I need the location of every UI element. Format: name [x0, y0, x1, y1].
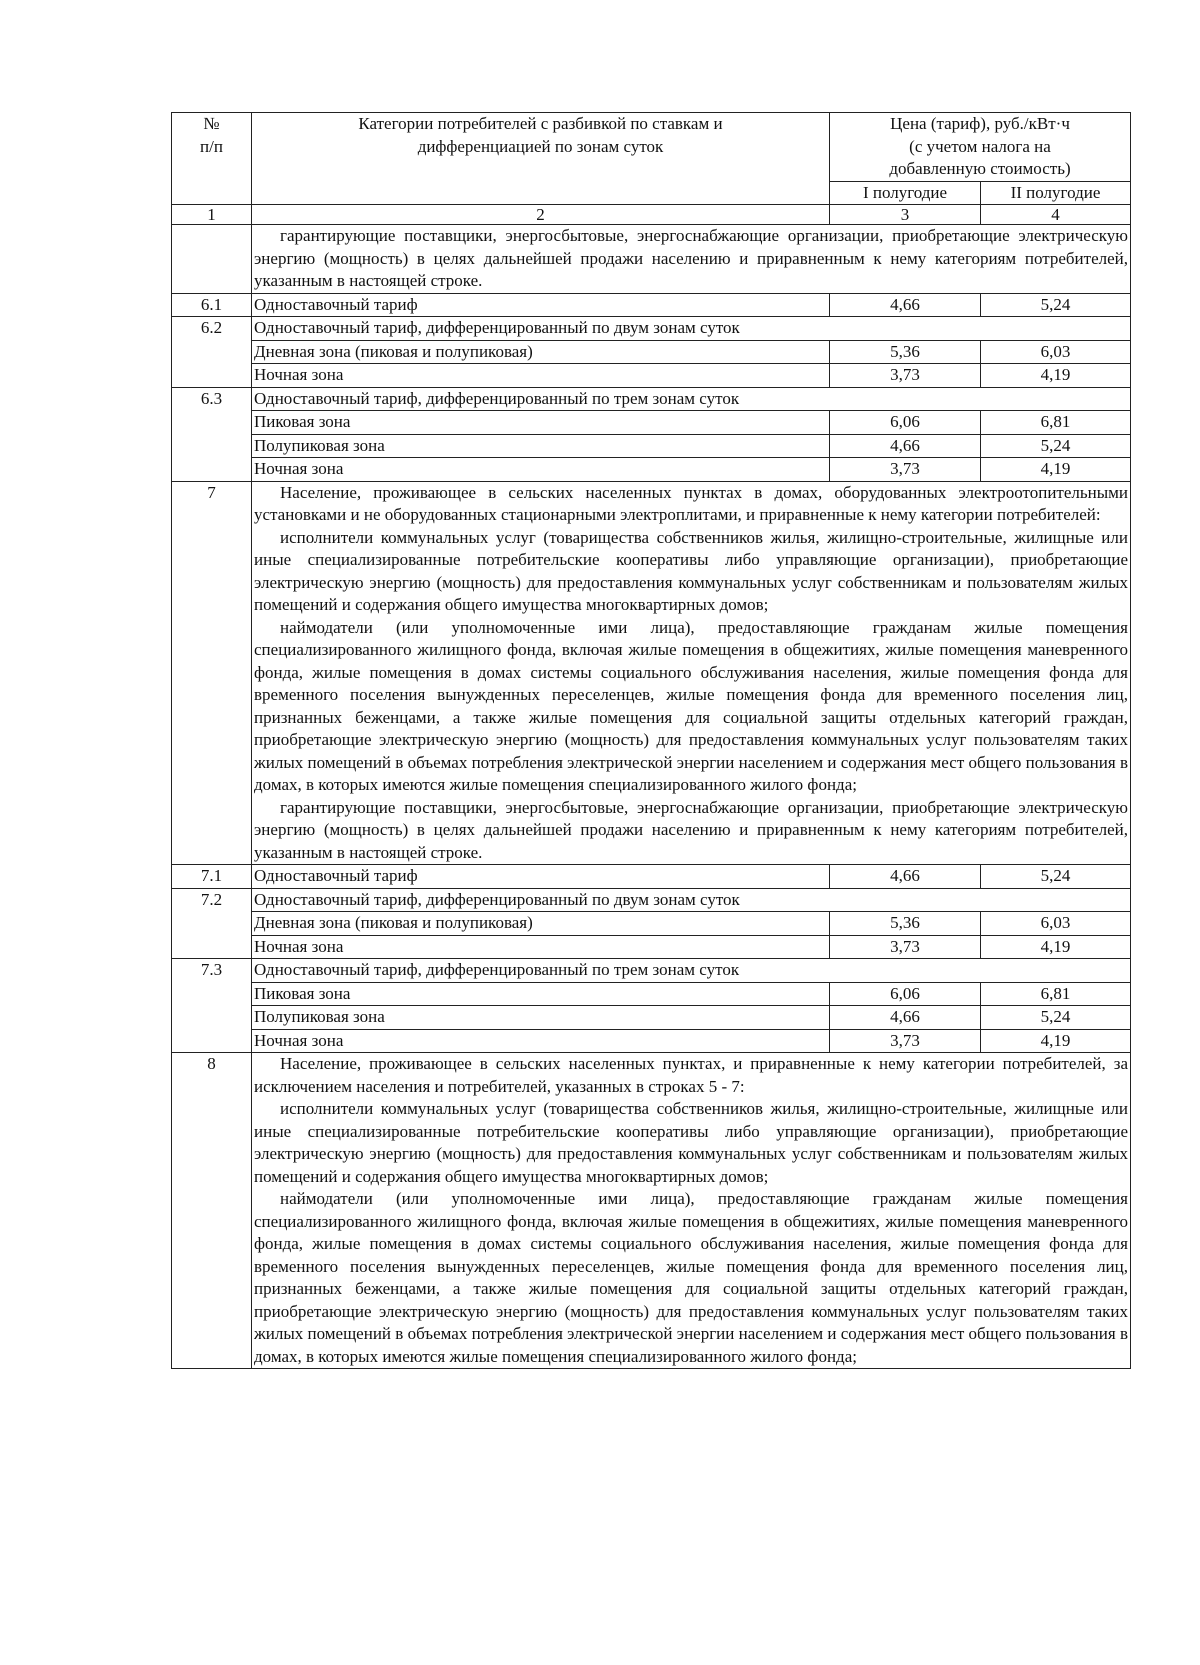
- row-name: Полупиковая зона: [252, 1006, 830, 1030]
- row-name: Одноставочный тариф: [252, 293, 830, 317]
- row-name: Одноставочный тариф, дифференцированный по двум зонам суток: [252, 317, 1131, 341]
- row-name: Одноставочный тариф, дифференцированный по двум зонам суток: [252, 888, 1131, 912]
- table-row: [172, 364, 1131, 388]
- row-number: 6.1: [172, 293, 252, 317]
- row-number: 7: [172, 481, 252, 865]
- table-row: [172, 317, 1131, 341]
- header-half2: II полугодие: [981, 181, 1131, 205]
- row-name: Одноставочный тариф, дифференцированный по трем зонам суток: [252, 959, 1131, 983]
- value-half2: 5,24: [981, 865, 1131, 889]
- header-half1: I полугодие: [830, 181, 981, 205]
- table-row: [172, 912, 1131, 936]
- row-name: Пиковая зона: [252, 411, 830, 435]
- col-number-1: 1: [172, 205, 252, 225]
- table-row: [172, 1006, 1131, 1030]
- header-category: Категории потребителей с разбивкой по ставкам и дифференциацией по зонам суток: [252, 113, 830, 205]
- value-half2: 6,81: [981, 411, 1131, 435]
- row-name: Дневная зона (пиковая и полупиковая): [252, 912, 830, 936]
- table-row: [172, 293, 1131, 317]
- value-half1: 6,06: [830, 982, 981, 1006]
- category-row-8: [172, 1053, 1131, 1369]
- row-number: 7.3: [172, 959, 252, 1053]
- header-row: [172, 113, 1131, 182]
- table-row: [172, 982, 1131, 1006]
- table-row: [172, 411, 1131, 435]
- row-name: Полупиковая зона: [252, 434, 830, 458]
- value-half2: 5,24: [981, 434, 1131, 458]
- row-name: Ночная зона: [252, 935, 830, 959]
- row-name: Пиковая зона: [252, 982, 830, 1006]
- value-half1: 3,73: [830, 1029, 981, 1053]
- table-row: [172, 458, 1131, 482]
- row-number: 7.2: [172, 888, 252, 959]
- value-half1: 4,66: [830, 865, 981, 889]
- col-number-4: 4: [981, 205, 1131, 225]
- value-half2: 4,19: [981, 458, 1131, 482]
- value-half2: 5,24: [981, 293, 1131, 317]
- value-half1: 3,73: [830, 364, 981, 388]
- value-half1: 4,66: [830, 1006, 981, 1030]
- value-half1: 3,73: [830, 458, 981, 482]
- table-row: [172, 387, 1131, 411]
- value-half1: 4,66: [830, 293, 981, 317]
- table-row: [172, 865, 1131, 889]
- table-row: [172, 340, 1131, 364]
- intro-row: [172, 225, 1131, 294]
- row-number: 8: [172, 1053, 252, 1369]
- row-name: Одноставочный тариф: [252, 865, 830, 889]
- row-number: 7.1: [172, 865, 252, 889]
- value-half1: 5,36: [830, 912, 981, 936]
- row-name: Ночная зона: [252, 364, 830, 388]
- table-row: [172, 888, 1131, 912]
- table-row: [172, 935, 1131, 959]
- header-price: Цена (тариф), руб./кВт·ч (с учетом налога на добавленную стоимость): [830, 113, 1131, 182]
- intro-paragraph: гарантирующие поставщики, энергосбытовые, энергоснабжающие организации, приобретающие электрическую энергию (мощность) в целях дальнейшей продажи населению и приравненным к нему категориям потребителей, указанным в настоящей строке.: [252, 225, 1131, 294]
- value-half1: 4,66: [830, 434, 981, 458]
- row-number: 6.3: [172, 387, 252, 481]
- row-name: Дневная зона (пиковая и полупиковая): [252, 340, 830, 364]
- category-description: Население, проживающее в сельских населенных пунктах в домах, оборудованных электроотопительными установками и не оборудованных стационарными электроплитами, и приравненные к нему категории потребителей: исполнители коммунальных услуг (товарищества собственников жилья, жилищно-строительные, жилищные или иные специализированные потребительские кооперативы либо управляющие организации), приобретающие электрическую энергию (мощность) для предоставления коммунальных услуг собственникам и пользователям жилых помещений и содержания общего имущества многоквартирных домов; наймодатели (или уполномоченные ими лица), предоставляющие гражданам жилые помещения специализированного жилищного фонда, включая жилые помещения в общежитиях, жилые помещения маневренного фонда, жилые помещения в домах системы социального обслуживания населения, жилые помещения фонда для временного поселения вынужденных переселенцев, жилые помещения фонда для временного поселения лиц, признанных беженцами, а также жилые помещения для социальной защиты отдельных категорий граждан, приобретающие электрическую энергию (мощность) для предоставления коммунальных услуг пользователям таких жилых помещений в объемах потребления электрической энергии населением и содержания мест общего пользования в домах, в которых имеются жилые помещения специализированного жилого фонда; гарантирующие поставщики, энергосбытовые, энергоснабжающие организации, приобретающие электрическую энергию (мощность) в целях дальнейшей продажи населению и приравненным к нему категориям потребителей, указанным в настоящей строке.: [252, 481, 1131, 865]
- table-row: [172, 434, 1131, 458]
- value-half2: 4,19: [981, 1029, 1131, 1053]
- col-number-2: 2: [252, 205, 830, 225]
- row-number: 6.2: [172, 317, 252, 388]
- row-name: Ночная зона: [252, 458, 830, 482]
- value-half2: 6,03: [981, 340, 1131, 364]
- value-half1: 5,36: [830, 340, 981, 364]
- value-half2: 5,24: [981, 1006, 1131, 1030]
- value-half2: 4,19: [981, 364, 1131, 388]
- column-number-row: [172, 205, 1131, 225]
- category-row-7: [172, 481, 1131, 865]
- header-num: № п/п: [172, 113, 252, 205]
- value-half1: 6,06: [830, 411, 981, 435]
- tariff-table: [171, 112, 1131, 1369]
- row-name: Ночная зона: [252, 1029, 830, 1053]
- value-half1: 3,73: [830, 935, 981, 959]
- row-name: Одноставочный тариф, дифференцированный по трем зонам суток: [252, 387, 1131, 411]
- table-row: [172, 959, 1131, 983]
- value-half2: 4,19: [981, 935, 1131, 959]
- col-number-3: 3: [830, 205, 981, 225]
- value-half2: 6,03: [981, 912, 1131, 936]
- category-description: Население, проживающее в сельских населенных пунктах, и приравненные к нему категории потребителей, за исключением населения и потребителей, указанных в строках 5 - 7: исполнители коммунальных услуг (товарищества собственников жилья, жилищно-строительные, жилищные или иные специализированные потребительские кооперативы либо управляющие организации), приобретающие электрическую энергию (мощность) для предоставления коммунальных услуг собственникам и пользователям жилых помещений и содержания общего имущества многоквартирных домов; наймодатели (или уполномоченные ими лица), предоставляющие гражданам жилые помещения специализированного жилищного фонда, включая жилые помещения в общежитиях, жилые помещения маневренного фонда, жилые помещения в домах системы социального обслуживания населения, жилые помещения фонда для временного поселения вынужденных переселенцев, жилые помещения фонда для временного поселения лиц, признанных беженцами, а также жилые помещения для социальной защиты отдельных категорий граждан, приобретающие электрическую энергию (мощность) для предоставления коммунальных услуг пользователям таких жилых помещений в объемах потребления электрической энергии населением и содержания мест общего пользования в домах, в которых имеются жилые помещения специализированного жилого фонда;: [252, 1053, 1131, 1369]
- table-row: [172, 1029, 1131, 1053]
- value-half2: 6,81: [981, 982, 1131, 1006]
